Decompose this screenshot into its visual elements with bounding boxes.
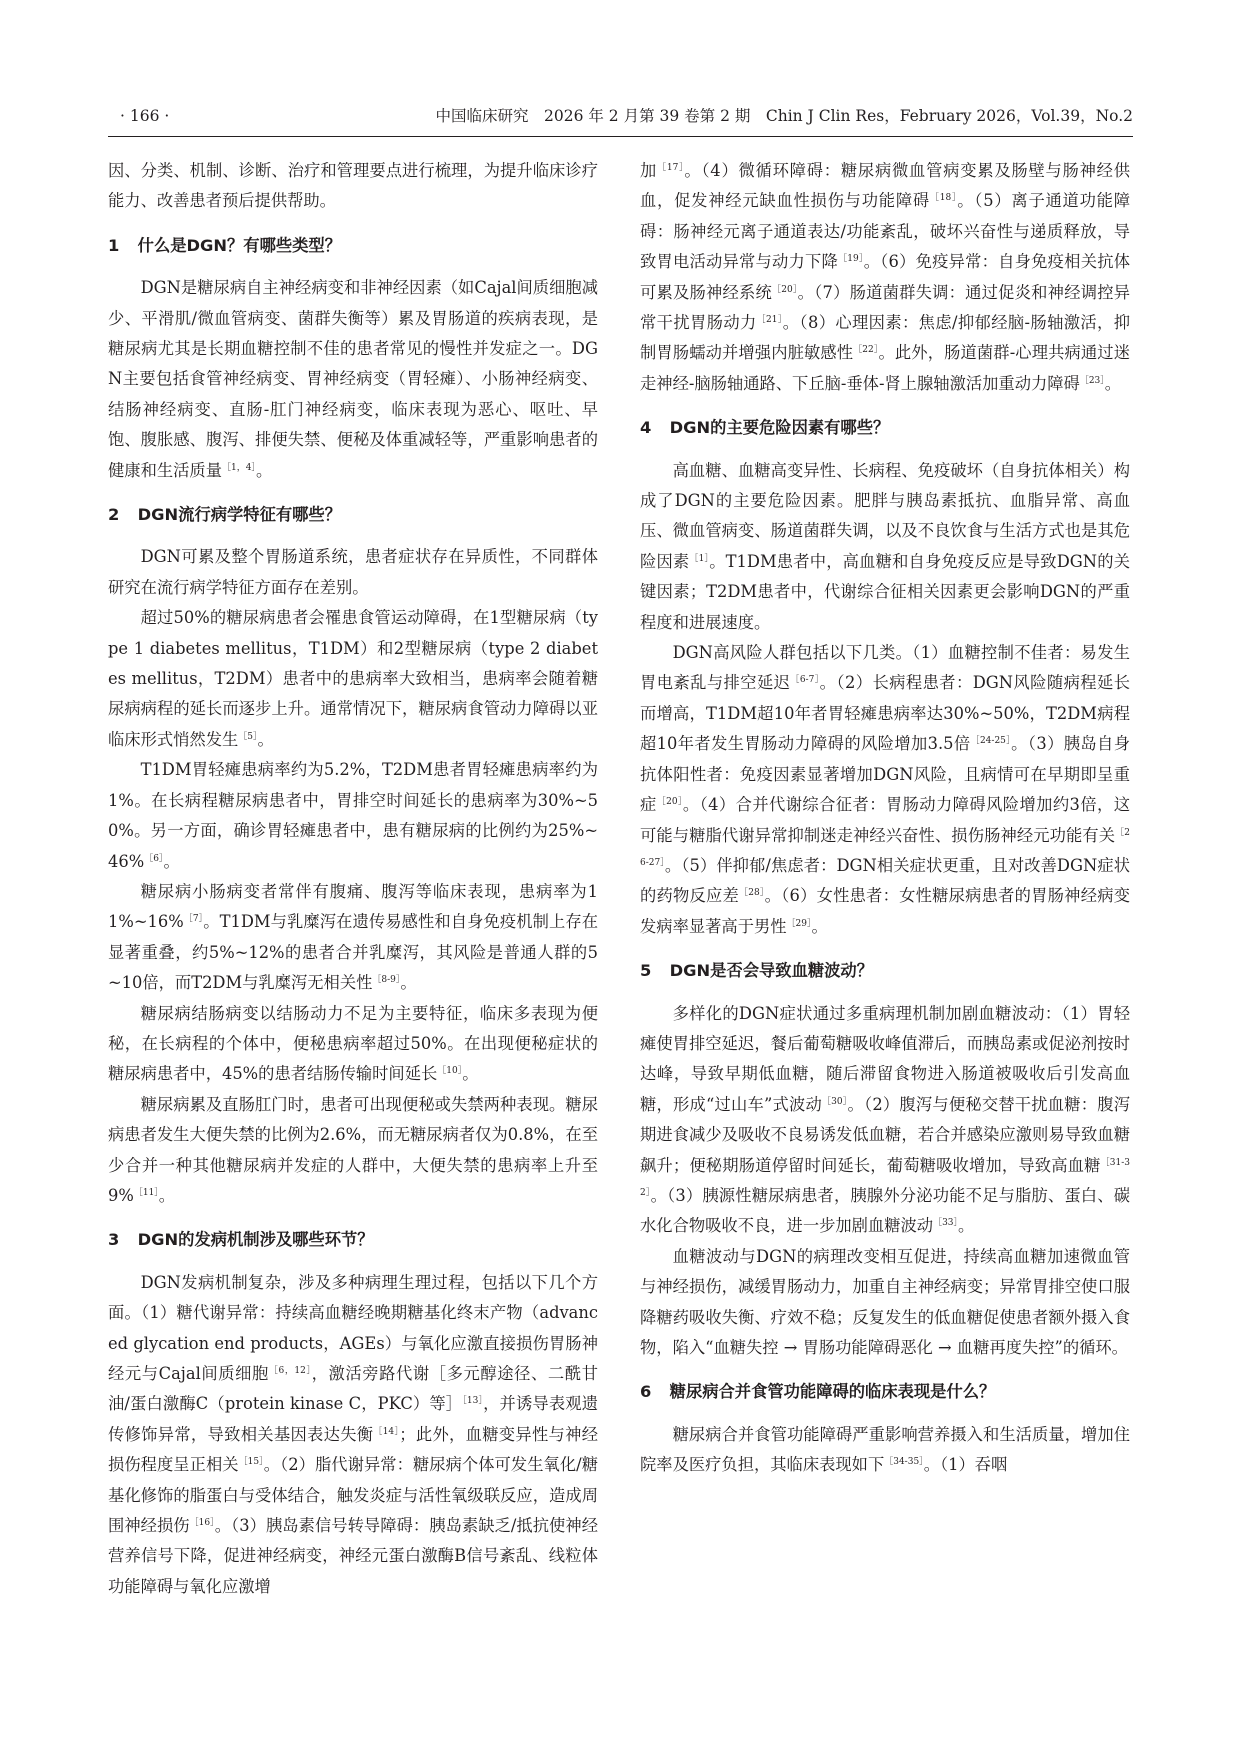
body-paragraph: 血糖波动与DGN的病理改变相互促进，持续高血糖加速微血管与神经损伤，减缓胃肠动力，加重自主神经病变；异常胃排空使口服降糖药吸收失衡、疗效不稳；反复发生的低血糖促使患者额外摄入食物，陷入“血糖失控 → 胃肠功能障碍恶化 → 血糖再度失控”的循环。 (640, 1246, 1130, 1357)
body-paragraph: 加$^{[17]}$。（4）微循环障碍：糖尿病微血管病变累及肠壁与肠神经供血，促发神经元缺血性损伤与功能障碍$^{[18]}$。（5）离子通道功能障碍：肠神经元离子通道表达/功能紊乱，破坏兴奋性与递质释放，导致胃电活动异常与动力下降$^{[19]}$。（6）免疫异常：自身免疫相关抗体可累及肠神经系统$^{[20]}$。（7）肠道菌群失调：通过促炎和神经调控异常干扰胃肠动力$^{[21]}$。（8）心理因素：焦虑/抑郁经脑-肠轴激活，抑制胃肠蠕动并增强内脏敏感性$^{[22]}$。此外，肠道菌群-心理共病通过迷走神经-脑肠轴通路、下丘脑-垂体-肾上腺轴激活加重动力障碍$^{[23]}$。 (640, 161, 1131, 393)
body-paragraph: 超过50%的糖尿病患者会罹患食管运动障碍，在1型糖尿病（type 1 diabetes mellitus，T1DM）和2型糖尿病（type 2 diabetes mellitus，T2DM）患者中的患病率大致相当，患病率会随着糖尿病病程的延长而逐步上升。通常情况下，糖尿病食管动力障碍以亚临床形式悄然发生$^{[5]}$。 (108, 608, 598, 749)
citation-ref[interactable]: ［18］ (929, 193, 958, 204)
citation-ref[interactable]: ［19］ (838, 254, 864, 265)
body-paragraph: 糖尿病累及直肠肛门时，患者可出现便秘或失禁两种表现。糖尿病患者发生大便失禁的比例为2.6%，而无糖尿病者仅为0.8%，在至少合并一种其他糖尿病并发症的人群中，大便失禁的患病率上升至9%$^{[11]}$。 (108, 1094, 598, 1205)
citation-ref[interactable]: ［16］ (189, 1518, 215, 1529)
citation-ref[interactable]: ［33］ (933, 1218, 959, 1229)
citation-ref[interactable]: ［15］ (238, 1457, 264, 1468)
page-number: · 166 · (120, 107, 170, 125)
journal-citation-line: 中国临床研究 2026 年 2 月第 39 卷第 2 期 Chin J Clin Res，February 2026，Vol.39，No.2 (435, 107, 1133, 125)
citation-ref[interactable]: ［17］ (657, 163, 685, 173)
section-heading-2: 2 DGN流行病学特征有哪些？ (108, 505, 341, 525)
citation-ref[interactable]: ［26-27］ (640, 827, 1130, 868)
body-paragraph: 糖尿病结肠病变以结肠动力不足为主要特征，临床多表现为便秘，在长病程的个体中，便秘患病率超过50%。在出现便秘症状的糖尿病患者中，45%的患者结肠传输时间延长$^{[10]}$。 (108, 1003, 598, 1084)
citation-ref[interactable]: ［6-7］ (790, 675, 820, 686)
citation-ref[interactable]: ［10］ (437, 1066, 463, 1077)
citation-ref[interactable]: ［6，12］ (268, 1365, 312, 1376)
citation-ref[interactable]: ［21］ (756, 315, 783, 326)
body-paragraph: 因、分类、机制、诊断、治疗和管理要点进行梳理，为提升临床诊疗能力、改善患者预后提供帮助。 (108, 161, 598, 211)
right-column (640, 156, 1130, 1481)
citation-ref[interactable]: ［7］ (183, 914, 204, 925)
body-paragraph: 糖尿病小肠病变者常伴有腹痛、腹泻等临床表现，患病率为11%~16%$^{[7]}$。T1DM与乳糜泻在遗传易感性和自身免疫机制上存在显著重叠，约5%~12%的患者合并乳糜泻，其风险是普通人群的5~10倍，而T2DM与乳糜泻无相关性$^{[8-9]}$。 (108, 881, 598, 993)
citation-ref[interactable]: ［11］ (133, 1187, 159, 1198)
citation-ref[interactable]: ［5］ (238, 731, 258, 742)
running-header (108, 100, 1133, 137)
citation-ref[interactable]: ［1］ (689, 553, 710, 564)
citation-ref[interactable]: ［8-9］ (372, 975, 401, 986)
body-paragraph: 多样化的DGN症状通过多重病理机制加剧血糖波动：（1）胃轻瘫使胃排空延迟，餐后葡萄糖吸收峰值滞后，而胰岛素或促泌剂按时达峰，导致早期低血糖，随后滞留食物进入肠道被吸收后引发高血糖，形成“过山车”式波动$^{[30]}$。（2）腹泻与便秘交替干扰血糖：腹泻期进食减少及吸收不良易诱发低血糖，若合并感染应激则易导致血糖飙升；便秘期肠道停留时间延长，葡萄糖吸收增加，导致高血糖$^{[31-32]}$。（3）胰源性糖尿病患者，胰腺外分泌功能不足与脂肪、蛋白、碳水化合物吸收不良，进一步加剧血糖波动$^{[33]}$。 (640, 1003, 1131, 1236)
section-heading-4: 4 DGN的主要危险因素有哪些？ (640, 418, 890, 438)
section-heading-5: 5 DGN是否会导致血糖波动？ (640, 961, 873, 981)
citation-ref[interactable]: ［13］ (462, 1396, 484, 1407)
citation-ref[interactable]: ［34-35］ (884, 1457, 924, 1468)
citation-ref[interactable]: ［31-32］ (640, 1157, 1130, 1198)
body-paragraph: DGN发病机制复杂，涉及多种病理生理过程，包括以下几个方面。（1）糖代谢异常：持续高血糖经晚期糖基化终末产物（advanced glycation end products，AGEs）与氧化应激直接损伤胃肠神经元与Cajal间质细胞$^{[6,12]}$，激活旁路代谢［多元醇途径、二酰甘油/蛋白激酶C（protein kinase C，PKC）等］$^{[13]}$，并诱导表观遗传修饰异常，导致相关基因表达失衡$^{[14]}$；此外，血糖变异性与神经损伤程度呈正相关$^{[15]}$。（2）脂代谢异常：糖尿病个体可发生氧化/糖基化修饰的脂蛋白与受体结合，触发炎症与活性氧级联反应，造成周围神经损伤$^{[16]}$。（3）胰岛素信号转导障碍：胰岛素缺乏/抵抗使神经营养信号下降，促进神经病变，神经元蛋白激酶B信号紊乱、线粒体功能障碍与氧化应激增 (108, 1272, 598, 1596)
body-paragraph: DGN可累及整个胃肠道系统，患者症状存在异质性，不同群体研究在流行病学特征方面存在差别。 (108, 547, 598, 597)
body-paragraph: 糖尿病合并食管功能障碍严重影响营养摄入和生活质量，增加住院率及医疗负担，其临床表现如下$^{[34-35]}$。（1）吞咽 (640, 1424, 1130, 1475)
citation-ref[interactable]: ［1，4］ (221, 462, 256, 473)
citation-ref[interactable]: ［22］ (853, 345, 879, 356)
section-heading-1: 1 什么是DGN？有哪些类型？ (108, 235, 341, 255)
section-heading-3: 3 DGN的发病机制涉及哪些环节？ (108, 1230, 374, 1250)
citation-ref[interactable]: ［6］ (144, 853, 164, 864)
body-paragraph: DGN高风险人群包括以下几类。（1）血糖控制不佳者：易发生胃电紊乱与排空延迟$^{[6-7]}$。（2）长病程患者：DGN风险随病程延长而增高，T1DM超10年者胃轻瘫患病率达30%~50%，T2DM病程超10年者发生胃肠动力障碍的风险增加3.5倍$^{[24-25]}$。（3）胰岛自身抗体阳性者：免疫因素显著增加DGN风险，且病情可在早期即呈重症$^{[20]}$。（4）合并代谢综合征者：胃肠动力障碍风险增加约3倍，这可能与糖脂代谢异常抑制迷走神经兴奋性、损伤肠神经元功能有关$^{[26-27]}$。（5）伴抑郁/焦虑者：DGN相关症状更重，且对改善DGN症状的药物反应差$^{[28]}$。（6）女性患者：女性糖尿病患者的胃肠神经病变发病率显著高于男性$^{[29]}$。 (640, 643, 1130, 936)
citation-ref[interactable]: ［30］ (821, 1096, 848, 1107)
body-paragraph: 高血糖、血糖高变异性、长病程、免疫破坏（自身抗体相关）构成了DGN的主要危险因素。肥胖与胰岛素抵抗、血脂异常、高血压、微血管病变、肠道菌群失调，以及不良饮食与生活方式也是其危险因素$^{[1]}$。T1DM患者中，高血糖和自身免疫反应是导致DGN的关键因素；T2DM患者中，代谢综合征相关因素更会影响DGN的严重程度和进展速度。 (640, 460, 1130, 632)
body-paragraph: DGN是糖尿病自主神经病变和非神经因素（如Cajal间质细胞减少、平滑肌/微血管病变、菌群失衡等）累及胃肠道的疾病表现，是糖尿病尤其是长期血糖控制不佳的患者常见的慢性并发症之一。DGN主要包括食管神经病变、胃神经病变（胃轻瘫）、小肠神经病变、结肠神经病变、直肠-肛门神经病变，临床表现为恶心、呕吐、早饱、腹胀感、腹泻、排便失禁、便秘及体重减轻等，严重影响患者的健康和生活质量$^{[1,4]}$。 (108, 278, 598, 480)
left-column (108, 156, 598, 1602)
citation-ref[interactable]: ［20］ (656, 797, 683, 808)
citation-ref[interactable]: ［23］ (1079, 375, 1105, 386)
citation-ref[interactable]: ［29］ (786, 918, 812, 929)
body-paragraph: T1DM胃轻瘫患病率约为5.2%，T2DM患者胃轻瘫患病率约为1%。在长病程糖尿病患者中，胃排空时间延长的患病率为30%~50%。另一方面，确诊胃轻瘫患者中，患有糖尿病的比例约为25%~46%$^{[6]}$。 (108, 760, 598, 871)
section-heading-6: 6 糖尿病合并食管功能障碍的临床表现是什么？ (640, 1382, 996, 1402)
citation-ref[interactable]: ［24-25］ (970, 736, 1012, 747)
citation-ref[interactable]: ［28］ (739, 888, 765, 899)
citation-ref[interactable]: ［14］ (373, 1426, 400, 1437)
citation-ref[interactable]: ［20］ (772, 284, 798, 295)
